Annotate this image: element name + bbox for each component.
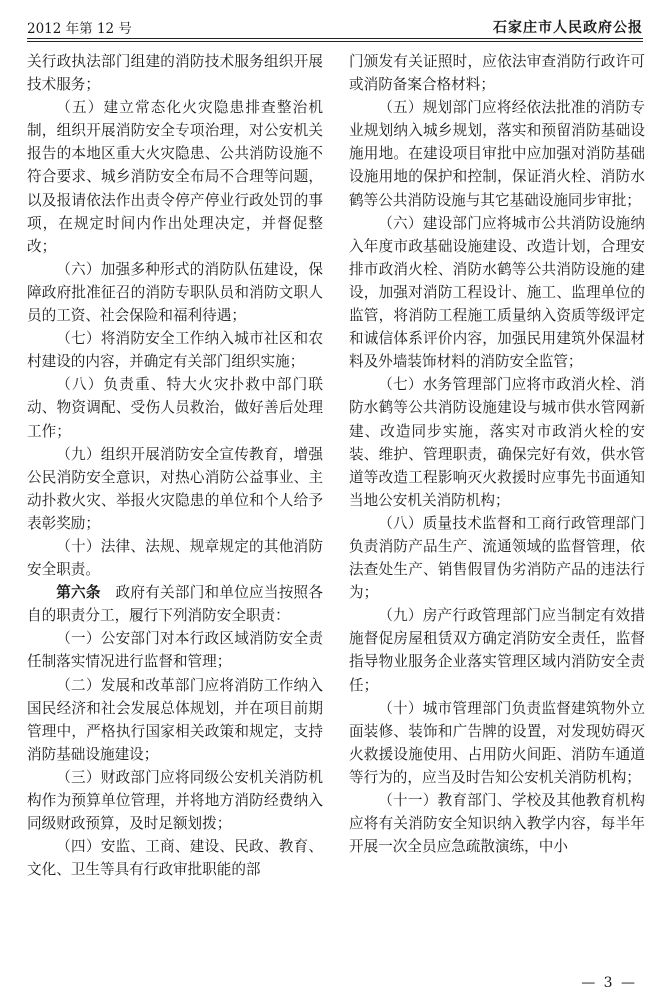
paragraph [27,674,323,766]
publication-title: 石家庄市人民政府公报 [493,20,643,36]
paragraph-text: （八）负责重、特大火灾扑救中部门联动、物资调配、受伤人员救治，做好善后处理工作； [27,376,323,440]
paragraph [27,96,323,258]
paragraph-text: 关行政执法部门组建的消防技术服务组织开展技术服务； [27,53,323,94]
paragraph [27,50,323,96]
paragraph [349,789,645,858]
paragraph-text: （四）安监、工商、建设、民政、教育、文化、卫生等具有行政审批职能的部 [27,838,323,879]
paragraph [349,96,645,211]
paragraph-text: （五）建立常态化火灾隐患排查整治机制，组织开展消防安全专项治理，对公安机关报告的本地区重大火灾隐患、公共消防设施不符合要求、城乡消防安全布局不合理等问题，以及报请依法作出责令停产停业行政处罚的事项，在规定时间内作出处理决定，并督促整改； [27,99,323,255]
issue-number: 2012 年第 12 号 [27,21,132,37]
paragraph-text: （五）规划部门应将经依法批准的消防专业规划纳入城乡规划，落实和预留消防基础设施用地。在建设项目审批中应加强对消防基础设施用地的保护和控制，保证消火栓、消防水鹤等公共消防设施与其它基础设施同步审批； [349,99,645,209]
paragraph [27,627,323,673]
paragraph-text: （二）发展和改革部门应将消防工作纳入国民经济和社会发展总体规划，并在项目前期管理中，严格执行国家相关政策和规定，支持消防基础设施建设； [27,676,323,763]
paragraph-text: （六）建设部门应将城市公共消防设施纳入年度市政基础设施建设、改造计划，合理安排市政消火栓、消防水鹤等公共消防设施的建设，加强对消防工程设计、施工、监理单位的监管，将消防工程施工质量纳入资质等级评定和诚信体系评价内容，加强民用建筑外保温材料及外墙装饰材料的消防安全监管； [349,214,645,371]
paragraph [27,443,323,535]
paragraph-text: （七）水务管理部门应将市政消火栓、消防水鹤等公共消防设施建设与城市供水管网新建、改造同步实施，落实对市政消火栓的安装、维护、管理职责，确保完好有效，供水管道等改造工程影响灭火救援时应事先书面通知当地公安机关消防机构； [349,376,645,509]
paragraph-text: （十一）教育部门、学校及其他教育机构应将有关消防安全知识纳入教学内容，每半年开展一次全员应急疏散演练，中小 [349,792,645,856]
paragraph-text: （六）加强多种形式的消防队伍建设，保障政府批准征召的消防专职队员和消防文职人员的工资、社会保险和福利待遇； [27,260,323,325]
header-rule-thin [27,41,643,42]
paragraph [349,512,645,604]
paragraph-text: 门颁发有关证照时，应依法审查消防行政许可或消防备案合格材料； [349,53,645,94]
paragraph [27,581,323,627]
paragraph-text: （九）组织开展消防安全宣传教育，增强公民消防安全意识，对热心消防公益事业、主动扑救火灾、举报火灾隐患的单位和个人给予表彰奖励； [27,445,323,532]
paragraph [27,835,323,881]
paragraph-text: 政府有关部门和单位应当按照各自的职责分工，履行下列消防安全职责： [27,584,323,625]
paragraph [27,258,323,327]
paragraph-text: （十）城市管理部门负责监督建筑物外立面装修、装饰和广告牌的设置，对发现妨碍灭火救援设施使用、占用防火间距、消防车通道等行为的，应当及时告知公安机关消防机构； [349,699,645,786]
left-column [27,50,323,881]
header-rule-thick [27,38,643,39]
page-number: — 3 — [581,975,637,991]
paragraph [349,50,645,96]
paragraph-text: （三）财政部门应将同级公安机关消防机构作为预算单位管理，并将地方消防经费纳入同级财政预算，及时足额划拨； [27,768,323,833]
paragraph-text: （八）质量技术监督和工商行政管理部门负责消防产品生产、流通领域的监督管理，依法查处生产、销售假冒伪劣消防产品的违法行为； [349,514,645,602]
paragraph [349,604,645,696]
paragraph [349,212,645,374]
paragraph [27,535,323,581]
paragraph-text: （十）法律、法规、规章规定的其他消防安全职责。 [27,537,323,579]
right-column [349,50,645,858]
paragraph [349,373,645,512]
paragraph-text: （七）将消防安全工作纳入城市社区和农村建设的内容，并确定有关部门组织实施； [27,330,323,371]
paragraph [27,373,323,442]
paragraph-text: （九）房产行政管理部门应当制定有效措施督促房屋租赁双方确定消防安全责任，监督指导物业服务企业落实管理区域内消防安全责任； [349,607,645,694]
paragraph [27,327,323,373]
paragraph [27,766,323,835]
page-header [27,13,643,37]
paragraph [349,697,645,789]
article-label: 第六条 [56,584,101,602]
paragraph-text: （一）公安部门对本行政区域消防安全责任制落实情况进行监督和管理； [27,630,323,671]
